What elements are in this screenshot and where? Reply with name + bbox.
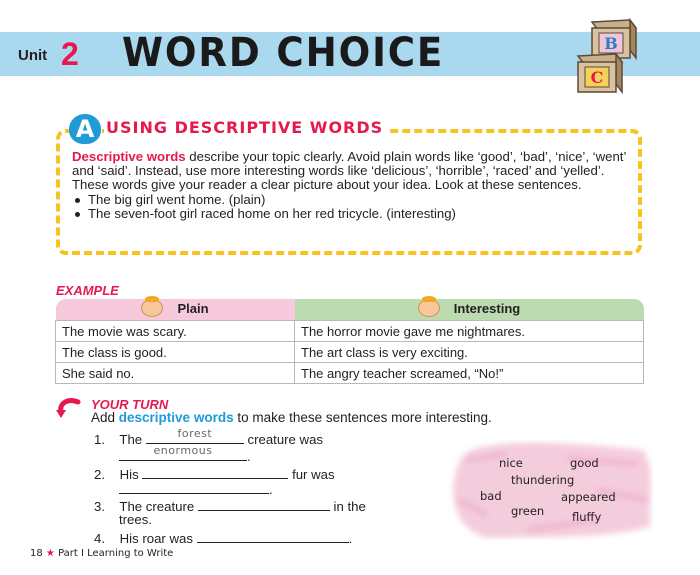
plain-column-header — [56, 299, 295, 321]
question-2-line-2 — [119, 481, 273, 498]
page-title: WORD CHOICE — [122, 30, 445, 76]
table-row — [56, 363, 644, 384]
word-bank-background — [447, 440, 653, 540]
page-number: 18 — [30, 548, 43, 559]
question-number: 1. — [94, 432, 105, 447]
table-cell: The angry teacher screamed, “No!” — [295, 363, 644, 384]
footer-text: Part I Learning to Write — [58, 548, 174, 559]
question-number: 4. — [94, 531, 105, 546]
table-row — [56, 342, 644, 363]
table-cell: The horror movie gave me nightmares. — [295, 321, 644, 342]
answer-blank[interactable] — [142, 466, 288, 479]
question-text: The — [119, 432, 143, 447]
example-sentence-list — [72, 193, 632, 221]
curved-arrow-icon — [56, 398, 82, 420]
table-row — [56, 321, 644, 342]
table-cell: The movie was scary. — [56, 321, 295, 342]
your-turn-title: YOUR TURN — [91, 397, 169, 412]
question-1-line-2 — [119, 444, 251, 465]
answer-blank[interactable] — [197, 530, 349, 543]
page-footer — [30, 548, 173, 559]
star-icon: ★ — [45, 548, 55, 559]
word-bank-item: green — [511, 504, 545, 518]
plain-header-label: Plain — [177, 300, 209, 316]
question-text: creature was — [247, 432, 323, 447]
handwritten-answer: enormous — [153, 444, 213, 457]
question-text: His — [119, 467, 139, 482]
kid-face-icon — [141, 299, 163, 317]
question-number: 3. — [94, 499, 105, 514]
interesting-column-header — [295, 299, 644, 321]
bullet-interesting-sentence: The seven-foot girl raced home on her red tricycle. (interesting) — [72, 207, 632, 221]
table-cell: She said no. — [56, 363, 295, 384]
instr-start: Add — [91, 410, 119, 425]
abc-blocks-icon — [572, 16, 652, 94]
descriptive-words-highlight: descriptive words — [118, 410, 234, 425]
unit-label: Unit — [18, 47, 48, 64]
your-turn-instructions — [91, 410, 492, 425]
question-4 — [94, 530, 352, 547]
word-bank-item: appeared — [561, 490, 616, 504]
answer-blank[interactable] — [198, 498, 330, 511]
question-text: . — [247, 449, 251, 464]
section-a-title: USING DESCRIPTIVE WORDS — [104, 118, 389, 137]
word-bank — [447, 440, 653, 540]
handwritten-answer: forest — [177, 427, 213, 440]
answer-blank[interactable] — [119, 444, 247, 461]
bullet-plain-sentence: The big girl went home. (plain) — [72, 193, 632, 207]
question-3-line-2 — [119, 512, 152, 528]
descriptive-words-term: Descriptive words — [72, 149, 186, 164]
section-a-intro — [72, 150, 632, 192]
question-number: 2. — [94, 467, 105, 482]
question-text: The creature — [119, 499, 195, 514]
instr-end: to make these sentences more interesting. — [233, 410, 492, 425]
table-cell: The class is good. — [56, 342, 295, 363]
interesting-header-label: Interesting — [453, 300, 521, 316]
question-text: fur was — [292, 467, 335, 482]
block-letter-b: B — [604, 34, 618, 53]
question-text: trees. — [119, 512, 152, 527]
answer-blank[interactable] — [119, 481, 269, 494]
word-bank-item: fluffy — [572, 510, 602, 524]
question-text: in the — [333, 499, 366, 514]
question-text: His roar was — [119, 531, 193, 546]
section-a-intro-text: describe your topic clearly. Avoid plain words like ‘good’, ‘bad’, ‘nice’, ‘went’ and ‘said’. Instead, use more interesting words like ‘delicious’, ‘horrible’, ‘raced’ and ‘yelled’. These words give your reader a clear picture about your idea. Look at these sentences. — [72, 149, 626, 192]
word-bank-item: thundering — [511, 473, 575, 487]
block-letter-c: C — [590, 68, 604, 87]
unit-number: 2 — [61, 36, 79, 72]
kid-face-icon — [418, 299, 440, 317]
question-text: . — [348, 531, 353, 546]
word-bank-item: good — [570, 456, 599, 470]
question-text: . — [269, 482, 273, 497]
example-label: EXAMPLE — [56, 283, 119, 298]
section-a-body — [72, 150, 632, 221]
table-cell: The art class is very exciting. — [295, 342, 644, 363]
section-a-badge: A — [69, 114, 101, 144]
word-bank-item: bad — [480, 489, 502, 503]
word-bank-item: nice — [499, 456, 523, 470]
example-table — [55, 299, 644, 384]
